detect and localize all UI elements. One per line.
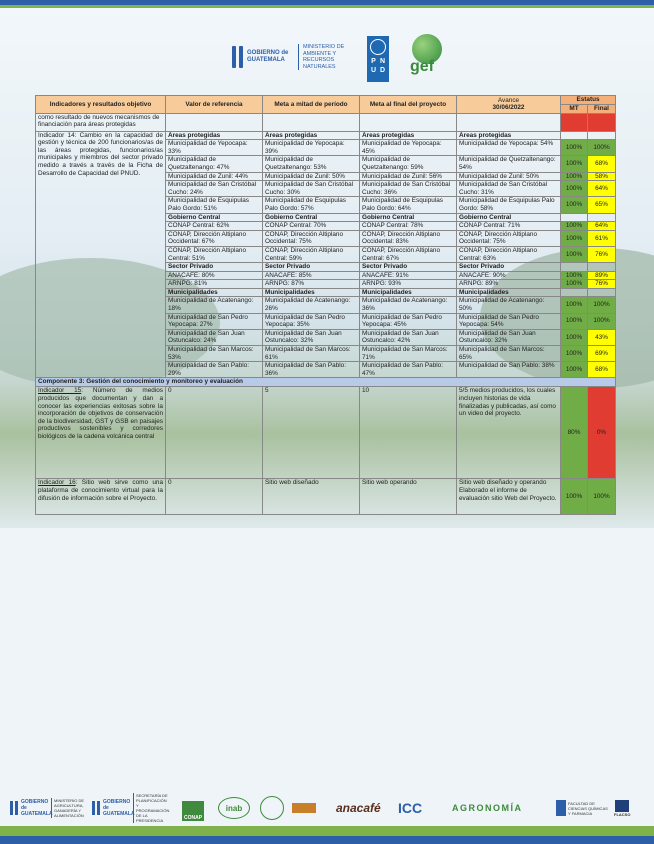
status-final: 61% xyxy=(588,230,616,246)
cell-r: Áreas protegidas xyxy=(166,131,263,140)
status-mt: 100% xyxy=(561,230,588,246)
cell-m: CONAP, Dirección Altiplano Occidental: 75% xyxy=(263,230,360,246)
header-estatus: Estatus xyxy=(561,96,616,105)
cell-a: Municipalidad de Zunil: 50% xyxy=(457,172,561,181)
cell-a: Municipalidades xyxy=(457,288,561,297)
header-final: Final xyxy=(588,105,616,114)
cell-r: Municipalidad de San Cristóbal Cucho: 24% xyxy=(166,181,263,197)
inab-logo: inab xyxy=(218,795,250,821)
cell-a: Municipalidad de San Pablo: 38% xyxy=(457,362,561,378)
cell-r: Sector Privado xyxy=(166,263,263,272)
status-mt: 100% xyxy=(561,297,588,313)
cell-a: Municipalidad de Yepocapa: 54% xyxy=(457,140,561,156)
status-final: 68% xyxy=(588,156,616,172)
header-referencia: Valor de referencia xyxy=(166,96,263,114)
cell-r: ANACAFE: 80% xyxy=(166,271,263,280)
status-final xyxy=(588,131,616,140)
ind15-ref: 0 xyxy=(166,387,263,479)
farmacia-logo: FACULTAD DE CIENCIAS QUÍMICAS Y FARMACIA xyxy=(556,795,608,821)
cell-f: Municipalidades xyxy=(360,288,457,297)
gov-title: GOBIERNO de GUATEMALA xyxy=(247,50,289,63)
status-final: 65% xyxy=(588,197,616,213)
status-mt: 100% xyxy=(561,172,588,181)
status-mt: 100% xyxy=(561,271,588,280)
bottom-blue-bar xyxy=(0,836,654,844)
subgroup-row xyxy=(36,131,616,140)
cell-f: Municipalidad de Zunil: 56% xyxy=(360,172,457,181)
status-mt: 100% xyxy=(561,140,588,156)
header-mt: MT xyxy=(561,105,588,114)
seal-icon xyxy=(260,796,284,820)
ind16-avance: Sitio web diseñado y operando Elaborado el informe de evaluación sitio Web del Proyecto. xyxy=(457,479,561,515)
status-mt: 100% xyxy=(561,313,588,329)
cell-r: Municipalidad de San Marcos: 53% xyxy=(166,346,263,362)
cell-r: ARNPG: 81% xyxy=(166,280,263,289)
pnud-logo: P N U D xyxy=(367,36,389,82)
status-mt: 100% xyxy=(561,181,588,197)
header-meta-mitad: Meta a mitad de período xyxy=(263,96,360,114)
cell-m: Municipalidad de San Pedro Yepocapa: 35% xyxy=(263,313,360,329)
landscape-icon xyxy=(292,803,316,813)
status-final: 100% xyxy=(588,313,616,329)
flacso-logo: FLACSO xyxy=(614,795,630,821)
shield-icon xyxy=(556,800,566,816)
cell-f: Municipalidad de San Pablo: 47% xyxy=(360,362,457,378)
cell-m: Municipalidad de San Juan Ostuncalco: 32% xyxy=(263,329,360,345)
cell-a: Sector Privado xyxy=(457,263,561,272)
indicador-16: Indicador 16: Sitio web sirve como una plataforma de conocimiento virtual para la difusión de información sobre el Proyecto. xyxy=(36,479,166,515)
status-final: 89% xyxy=(588,271,616,280)
status-mt: 100% xyxy=(561,197,588,213)
cell-m: Gobierno Central xyxy=(263,213,360,222)
institution-logo xyxy=(292,795,316,821)
status-mt: 100% xyxy=(561,329,588,345)
status-final: 68% xyxy=(588,362,616,378)
cell-m: ARNPG: 87% xyxy=(263,280,360,289)
cell-r: Municipalidad de Zunil: 44% xyxy=(166,172,263,181)
cell-f: Áreas protegidas xyxy=(360,131,457,140)
cell-a: CONAP Central: 71% xyxy=(457,222,561,231)
indicators-table xyxy=(35,95,616,515)
cell-f: Municipalidad de Acatenango: 36% xyxy=(360,297,457,313)
cell-r: CONAP, Dirección Altiplano Occidental: 67% xyxy=(166,230,263,246)
seal-logo xyxy=(260,795,284,821)
header-avance: Avance 30/06/2022 xyxy=(457,96,561,114)
header-logos xyxy=(0,28,654,84)
cell-a: Municipalidad de San Pedro Yepocapa: 54% xyxy=(457,313,561,329)
ind16-final: Sitio web operando xyxy=(360,479,457,515)
cell-m: Municipalidad de San Marcos: 61% xyxy=(263,346,360,362)
cell-a: Municipalidad de San Cristóbal Cucho: 31% xyxy=(457,181,561,197)
cell-m: Municipalidad de Quetzaltenango: 53% xyxy=(263,156,360,172)
cell-r: Municipalidad de Acatenango: 18% xyxy=(166,297,263,313)
anacafe-logo: anacafé xyxy=(336,801,381,815)
cell-r: Municipalidades xyxy=(166,288,263,297)
status-mt: 100% xyxy=(561,246,588,262)
cell-a: Municipalidad de Quetzaltenango: 54% xyxy=(457,156,561,172)
cell-a: Municipalidad de Acatenango: 50% xyxy=(457,297,561,313)
indicador-14: Indicador 14: Cambio en la capacidad de gestión y técnica de 200 funcionarios/as de las áreas protegidas, funcionarios/as municipales y miembros del sector privado medido a través a través de la Ficha de Desarrollo de Capacidad del PNUD. xyxy=(36,131,166,378)
status-final xyxy=(588,288,616,297)
segeplan-logo: GOBIERNO de GUATEMALA SECRETARÍA DE PLANIFICACIÓN Y PROGRAMACIÓN DE LA PRESIDENCIA xyxy=(92,795,168,821)
intro-text: como resultado de nuevos mecanismos de financiación para áreas protegidas xyxy=(36,113,166,131)
cell-a: Gobierno Central xyxy=(457,213,561,222)
cell-r: Municipalidad de San Juan Ostuncalco: 24% xyxy=(166,329,263,345)
status-mt: 100% xyxy=(561,156,588,172)
cell-m: Municipalidad de San Pablo: 36% xyxy=(263,362,360,378)
partner-logos xyxy=(0,795,654,825)
cell-m: Áreas protegidas xyxy=(263,131,360,140)
gobierno-guatemala-logo xyxy=(232,44,355,70)
cell-f: CONAP, Dirección Altiplano Central: 67% xyxy=(360,246,457,262)
cell-r: Gobierno Central xyxy=(166,213,263,222)
cell-a: ARNPG: 89% xyxy=(457,280,561,289)
cell-f: ARNPG: 93% xyxy=(360,280,457,289)
header-indicadores: Indicadores y resultados objetivo xyxy=(36,96,166,114)
status-mt xyxy=(561,288,588,297)
ind15-mid: 5 xyxy=(263,387,360,479)
conap-logo: CONAP xyxy=(182,795,204,821)
componente-3-heading: Componente 3: Gestión del conocimiento y monitoreo y evaluación xyxy=(36,378,616,387)
cell-a: CONAP, Dirección Altiplano Occidental: 75% xyxy=(457,230,561,246)
gef-logo: gef xyxy=(408,34,446,82)
status-final: 100% xyxy=(588,140,616,156)
status-final: 58% xyxy=(588,172,616,181)
cell-m: Municipalidad de San Cristóbal Cucho: 30% xyxy=(263,181,360,197)
cell-r: CONAP Central: 62% xyxy=(166,222,263,231)
ind15-final-status: 0% xyxy=(588,387,616,479)
cell-f: ANACAFE: 91% xyxy=(360,271,457,280)
status-mt: 100% xyxy=(561,222,588,231)
bottom-green-bar xyxy=(0,826,654,836)
cell-f: Municipalidad de San Pedro Yepocapa: 45% xyxy=(360,313,457,329)
cell-m: ANACAFE: 85% xyxy=(263,271,360,280)
cell-m: Sector Privado xyxy=(263,263,360,272)
cell-m: Municipalidad de Esquipulas Palo Gordo: 57% xyxy=(263,197,360,213)
cell-a: ANACAFE: 90% xyxy=(457,271,561,280)
cell-m: Municipalidades xyxy=(263,288,360,297)
status-final: 43% xyxy=(588,329,616,345)
cell-f: Municipalidad de San Juan Ostuncalco: 42% xyxy=(360,329,457,345)
indicador-15: Indicador 15: Número de medios producidos que documentan y dan a conocer las experiencias exitosas sobre la incorporación de objetivos de conservación de la biodiversidad, GST y GSB en paisajes productivos sostenibles y corredores biológicos de la cadena volcánica central xyxy=(36,387,166,479)
flacso-emblem-icon xyxy=(615,800,629,812)
status-final: 64% xyxy=(588,222,616,231)
cell-a: Áreas protegidas xyxy=(457,131,561,140)
status-final xyxy=(588,213,616,222)
ind15-final: 10 xyxy=(360,387,457,479)
status-mt: 100% xyxy=(561,280,588,289)
cell-r: Municipalidad de Esquipulas Palo Gordo: 51% xyxy=(166,197,263,213)
cell-f: Sector Privado xyxy=(360,263,457,272)
cell-r: Municipalidad de San Pedro Yepocapa: 27% xyxy=(166,313,263,329)
status-final: 64% xyxy=(588,181,616,197)
un-globe-icon xyxy=(370,39,386,55)
icc-logo: ICC xyxy=(398,800,423,816)
maga-logo: GOBIERNO de GUATEMALA MINISTERIO DE AGRICULTURA, GANADERÍA Y ALIMENTACIÓN xyxy=(10,795,86,821)
status-final xyxy=(588,263,616,272)
cell-f: Municipalidad de San Marcos: 71% xyxy=(360,346,457,362)
cell-r: CONAP, Dirección Altiplano Central: 51% xyxy=(166,246,263,262)
cell-f: Gobierno Central xyxy=(360,213,457,222)
cell-r: Municipalidad de San Pablo: 29% xyxy=(166,362,263,378)
status-mt: 100% xyxy=(561,362,588,378)
status-final: 69% xyxy=(588,346,616,362)
conap-emblem-icon xyxy=(182,801,204,815)
ind15-avance: 5/5 medios producidos, los cuales incluyen historias de vida finalizadas y publicadas, así como un video del proyecto. xyxy=(457,387,561,479)
cell-f: CONAP, Dirección Altiplano Occidental: 83% xyxy=(360,230,457,246)
cell-m: CONAP Central: 70% xyxy=(263,222,360,231)
cell-a: Municipalidad de San Marcos: 65% xyxy=(457,346,561,362)
cell-a: CONAP, Dirección Altiplano Central: 63% xyxy=(457,246,561,262)
ind15-mt: 80% xyxy=(561,387,588,479)
ind16-mt: 100% xyxy=(561,479,588,515)
cell-m: CONAP, Dirección Altiplano Central: 59% xyxy=(263,246,360,262)
cell-m: Municipalidad de Yepocapa: 39% xyxy=(263,140,360,156)
status-mt xyxy=(561,131,588,140)
status-final: 76% xyxy=(588,246,616,262)
cell-a: Municipalidad de San Juan Ostuncalco: 32% xyxy=(457,329,561,345)
cell-f: Municipalidad de Yepocapa: 45% xyxy=(360,140,457,156)
cell-f: Municipalidad de San Cristóbal Cucho: 36% xyxy=(360,181,457,197)
status-final: 76% xyxy=(588,280,616,289)
header-meta-final: Meta al final del proyecto xyxy=(360,96,457,114)
cell-m: Municipalidad de Zunil: 50% xyxy=(263,172,360,181)
status-mt: 100% xyxy=(561,346,588,362)
ind16-final-status: 100% xyxy=(588,479,616,515)
cell-m: Municipalidad de Acatenango: 26% xyxy=(263,297,360,313)
cell-f: Municipalidad de Esquipulas Palo Gordo: 64% xyxy=(360,197,457,213)
cell-a: Municipalidad de Esquipulas Palo Gordo: 58% xyxy=(457,197,561,213)
ind16-ref: 0 xyxy=(166,479,263,515)
cell-r: Municipalidad de Quetzaltenango: 47% xyxy=(166,156,263,172)
cell-r: Municipalidad de Yepocapa: 33% xyxy=(166,140,263,156)
ind16-mid: Sitio web diseñado xyxy=(263,479,360,515)
cell-f: CONAP Central: 78% xyxy=(360,222,457,231)
status-mt xyxy=(561,263,588,272)
ministry-name: MINISTERIO DE AMBIENTE Y RECURSOS NATURALES xyxy=(298,44,355,70)
status-final: 100% xyxy=(588,297,616,313)
cell-f: Municipalidad de Quetzaltenango: 59% xyxy=(360,156,457,172)
agronomia-logo: AGRONOMÍA xyxy=(452,803,523,813)
status-mt xyxy=(561,213,588,222)
